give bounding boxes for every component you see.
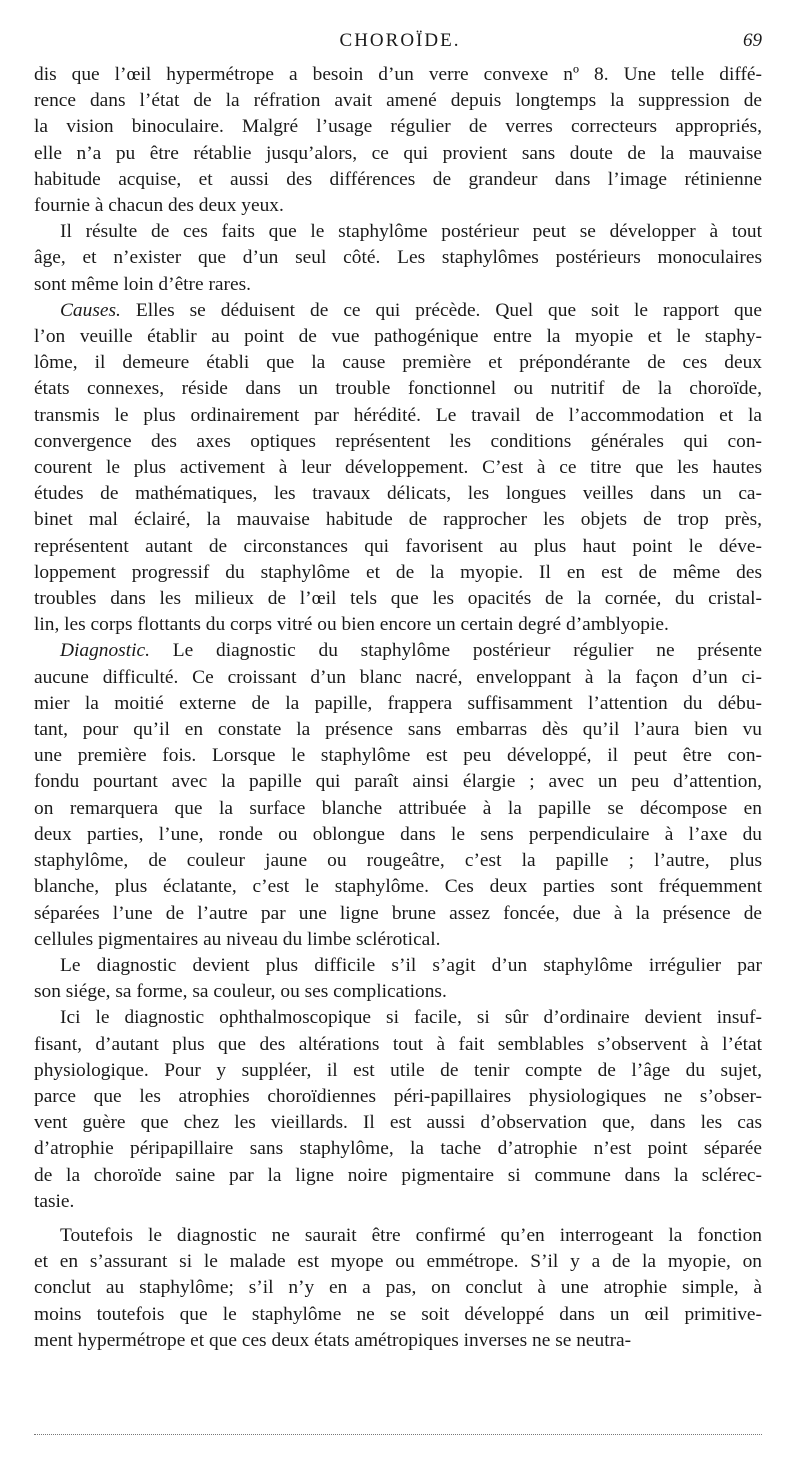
line-text: états connexes, réside dans un trouble fonctionnel ou nutritif de la choroïde, — [34, 378, 762, 400]
footer-rule — [34, 1434, 762, 1435]
text-line — [34, 167, 762, 193]
line-text: on remarquera que la surface blanche attribuée à la papille se décompose en — [34, 797, 762, 819]
section-lead: Diagnostic. — [60, 640, 150, 662]
body-text — [34, 62, 762, 1354]
line-text: Le diagnostic devient plus difficile s’il s’agit d’un staphylôme irrégulier par — [60, 954, 762, 976]
text-line — [34, 665, 762, 691]
text-line — [34, 245, 762, 271]
text-line — [34, 403, 762, 429]
line-text: et en s’assurant si le malade est myope ou emmétrope. S’il y a de la myopie, on — [34, 1251, 762, 1273]
line-text: deux parties, l’une, ronde ou oblongue dans le sens perpendiculaire à l’axe du — [34, 823, 762, 845]
line-text: rence dans l’état de la réfration avait amené depuis longtemps la suppression de — [34, 90, 762, 112]
line-text: vent guère que chez les vieillards. Il est aussi d’observation que, dans les cas — [34, 1112, 762, 1134]
line-text: sont même loin d’être rares. — [34, 273, 251, 295]
line-text: d’atrophie péripapillaire sans staphylôme, la tache d’atrophie n’est point séparée — [34, 1138, 762, 1160]
page-title: CHOROÏDE. — [339, 30, 461, 51]
text-line — [34, 901, 762, 927]
text-line — [34, 376, 762, 402]
line-text: cellules pigmentaires au niveau du limbe sclérotical. — [34, 928, 441, 950]
text-line — [34, 1189, 762, 1215]
section-lead: Causes. — [60, 299, 121, 321]
line-text: transmis le plus ordinairement par hérédité. Le travail de l’accommodation et la — [34, 404, 762, 426]
line-text: séparées l’une de l’autre par une ligne brune assez foncée, due à la présence de — [34, 902, 762, 924]
line-text: mier la moitié externe de la papille, frappera suffisamment l’attention du débu- — [34, 692, 762, 714]
line-text: son siége, sa forme, sa couleur, ou ses complications. — [34, 981, 447, 1003]
text-line — [34, 796, 762, 822]
text-line — [34, 717, 762, 743]
text-line — [34, 1302, 762, 1328]
paragraph-p2 — [34, 219, 762, 298]
paragraph-p7 — [34, 1223, 762, 1354]
text-line — [34, 481, 762, 507]
paragraph-p1 — [34, 62, 762, 219]
line-text: troubles dans les milieux de l’œil tels que les opacités de la cornée, du cristal- — [34, 588, 762, 610]
text-line — [34, 1328, 762, 1354]
line-text: fisant, d’autant plus que des altérations tout à fait semblables s’observent à l’état — [34, 1033, 762, 1055]
line-text: la vision binoculaire. Malgré l’usage régulier de verres correcteurs appropriés, — [34, 116, 762, 138]
text-line — [34, 193, 762, 219]
text-line — [34, 848, 762, 874]
line-text: lôme, il demeure établi que la cause première et prépondérante de ces deux — [34, 352, 762, 374]
line-text: Ici le diagnostic ophthalmoscopique si facile, si sûr d’ordinaire devient insuf- — [60, 1007, 762, 1029]
text-line — [34, 507, 762, 533]
text-line — [34, 1136, 762, 1162]
text-line — [34, 272, 762, 298]
page-number: 69 — [743, 30, 762, 51]
text-line — [34, 114, 762, 140]
text-line — [34, 534, 762, 560]
text-line — [34, 953, 762, 979]
text-line — [34, 298, 762, 324]
text-line — [34, 429, 762, 455]
paragraph-p6 — [34, 1005, 762, 1215]
text-line — [34, 324, 762, 350]
text-line — [34, 1032, 762, 1058]
text-line — [34, 822, 762, 848]
line-text: Le diagnostic du staphylôme postérieur régulier ne présente — [149, 640, 762, 662]
paragraph-p4 — [34, 638, 762, 952]
line-text: physiologique. Pour y suppléer, il est utile de tenir compte de l’âge du sujet, — [34, 1059, 762, 1081]
line-text: binet mal éclairé, la mauvaise habitude de rapprocher les objets de trop près, — [34, 509, 762, 531]
text-line — [34, 141, 762, 167]
text-line — [34, 1084, 762, 1110]
line-text: Toutefois le diagnostic ne saurait être confirmé qu’en interrogeant la fonction — [60, 1224, 762, 1246]
line-text: fondu pourtant avec la papille qui paraît ainsi élargie ; avec un peu d’attention, — [34, 771, 762, 793]
text-line — [34, 979, 762, 1005]
line-text: habitude acquise, et aussi des différences de grandeur dans l’image rétinienne — [34, 168, 762, 190]
line-text: lin, les corps flottants du corps vitré ou bien encore un certain degré d’amblyopie. — [34, 614, 669, 636]
text-line — [34, 1005, 762, 1031]
line-text: une première fois. Lorsque le staphylôme est peu développé, il peut être con- — [34, 745, 762, 767]
text-line — [34, 586, 762, 612]
paragraph-gap — [34, 1215, 762, 1223]
paragraph-p3 — [34, 298, 762, 639]
text-line — [34, 62, 762, 88]
text-line — [34, 638, 762, 664]
line-text: courent le plus activement à leur développement. C’est à ce titre que les hautes — [34, 457, 762, 479]
text-line — [34, 612, 762, 638]
line-text: de la choroïde saine par la ligne noire pigmentaire si commune dans la sclérec- — [34, 1164, 762, 1186]
line-text: parce que les atrophies choroïdiennes péri-papillaires physiologiques ne s’obser- — [34, 1085, 762, 1107]
line-text: l’on veuille établir au point de vue pathogénique entre la myopie et le staphy- — [34, 326, 762, 348]
line-text: conclut au staphylôme; s’il n’y en a pas, on conclut à une atrophie simple, à — [34, 1277, 762, 1299]
line-text: ment hypermétrope et que ces deux états amétropiques inverses ne se neutra- — [34, 1329, 632, 1351]
text-line — [34, 455, 762, 481]
text-line — [34, 743, 762, 769]
line-text: représentent autant de circonstances qui favorisent au plus haut point le déve- — [34, 535, 762, 557]
text-line — [34, 691, 762, 717]
line-text: Il résulte de ces faits que le staphylôme postérieur peut se développer à tout — [60, 221, 762, 243]
line-text: blanche, plus éclatante, c’est le staphylôme. Ces deux parties sont fréquemment — [34, 876, 762, 898]
text-line — [34, 1223, 762, 1249]
text-line — [34, 1058, 762, 1084]
text-line — [34, 219, 762, 245]
line-text: elle n’a pu être rétablie jusqu’alors, ce qui provient sans doute de la mauvaise — [34, 142, 762, 164]
line-text: aucune difficulté. Ce croissant d’un blanc nacré, enveloppant à la façon d’un ci- — [34, 666, 762, 688]
line-text: âge, et n’exister que d’un seul côté. Les staphylômes postérieurs monoculaires — [34, 247, 762, 269]
line-text: loppement progressif du staphylôme et de la myopie. Il en est de même des — [34, 561, 762, 583]
text-line — [34, 350, 762, 376]
running-head — [0, 28, 800, 56]
line-text: fournie à chacun des deux yeux. — [34, 195, 284, 217]
text-line — [34, 769, 762, 795]
line-text: dis que l’œil hypermétrope a besoin d’un verre convexe nº 8. Une telle diffé- — [34, 64, 762, 85]
paragraph-p5 — [34, 953, 762, 1005]
text-line — [34, 1163, 762, 1189]
line-text: staphylôme, de couleur jaune ou rougeâtre, c’est la papille ; l’autre, plus — [34, 850, 762, 872]
line-text: convergence des axes optiques représentent les conditions générales qui con- — [34, 430, 762, 452]
text-line — [34, 1110, 762, 1136]
text-line — [34, 874, 762, 900]
line-text: tant, pour qu’il en constate la présence sans embarras dès qu’il l’aura bien vu — [34, 719, 762, 741]
text-line — [34, 1275, 762, 1301]
text-line — [34, 927, 762, 953]
text-line — [34, 560, 762, 586]
line-text: moins toutefois que le staphylôme ne se soit développé dans un œil primitive- — [34, 1303, 762, 1325]
line-text: tasie. — [34, 1190, 75, 1212]
text-line — [34, 88, 762, 114]
text-line — [34, 1249, 762, 1275]
line-text: Elles se déduisent de ce qui précède. Quel que soit le rapport que — [120, 299, 762, 321]
line-text: études de mathématiques, les travaux délicats, les longues veilles dans un ca- — [34, 483, 762, 505]
